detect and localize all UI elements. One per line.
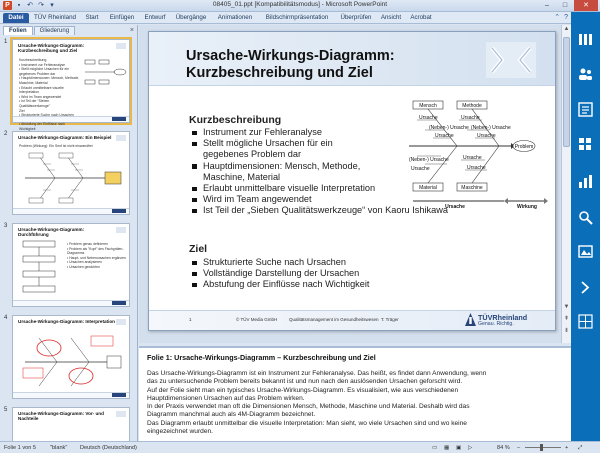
powerpoint-app-icon[interactable]: P	[3, 1, 12, 10]
bullet-item: Wird im Team angewendet	[192, 194, 448, 205]
thumb-line: • Hauptdimensionen: Mensch, Methode, Maschine, Material	[19, 76, 80, 85]
title-bar	[0, 0, 600, 12]
slide-title-line: Ursache-Wirkungs-Diagramm:	[186, 48, 395, 64]
view-reading-icon[interactable]: ▣	[456, 445, 462, 451]
material-label: Material	[419, 185, 437, 191]
status-bar	[0, 441, 600, 453]
branch-label: (Neben-) Ursache	[429, 125, 469, 131]
zoom-in-icon[interactable]: +	[565, 445, 569, 451]
slide-thumbnail-row	[0, 37, 138, 131]
customize-qat-icon[interactable]: ▾	[50, 2, 54, 9]
save-icon[interactable]: ▪	[17, 2, 21, 9]
image-icon[interactable]	[578, 244, 593, 259]
grid-icon[interactable]	[578, 314, 593, 329]
zoom-level[interactable]: 84 %	[497, 445, 510, 451]
thumb-footer	[13, 300, 129, 306]
notes-line: eingezeichnet wurden.	[147, 428, 213, 436]
thumb-title: Ursache-Wirkungs-Diagramm: Interpretation	[18, 319, 115, 324]
slide-vertical-scrollbar[interactable]	[561, 25, 571, 343]
tab-folien[interactable]: Folien	[3, 26, 33, 35]
fit-to-window-icon[interactable]: ⤢	[578, 445, 583, 451]
slide-title-line: Kurzbeschreibung und Ziel	[186, 65, 373, 81]
slide-number: 4	[4, 315, 8, 321]
scroll-down-icon[interactable]: ▼	[563, 304, 570, 310]
tasks-icon[interactable]	[578, 102, 593, 117]
bullet-item: Erlaubt unmittelbare visuelle Interpretation	[192, 183, 448, 194]
slide-thumbnail-row	[0, 313, 138, 403]
library-icon[interactable]	[578, 32, 593, 47]
thumb-logo-mark	[116, 135, 126, 141]
bullet-item: Ist Teil der „Sieben Qualitätswerkzeuge“ von Kaoru Ishikawa	[192, 205, 448, 216]
thumb-line: • Wird im Team angewendet	[19, 94, 62, 99]
tab-gliederung[interactable]: Gliederung	[34, 26, 75, 35]
slide-number: 3	[4, 223, 8, 229]
notes-line: Auf der Folie sieht man ein typisches Ursache-Wirkungs-Diagramm. Es visualisiert, wie aus verschiedenen	[147, 386, 459, 394]
thumb-body	[67, 242, 129, 270]
zoom-slider[interactable]	[525, 447, 561, 448]
thumb-flowchart	[19, 240, 63, 298]
tuv-rheinland-logo	[465, 310, 551, 330]
thumb-tuv-logo	[112, 117, 126, 121]
redo-icon[interactable]: ↷	[38, 2, 44, 9]
chart-icon[interactable]	[578, 174, 593, 189]
previous-slide-icon[interactable]: ⇞	[563, 316, 570, 322]
slide-thumbnail-1[interactable]	[12, 39, 130, 131]
bullet-item: Vollständige Darstellung der Ursachen	[192, 268, 369, 279]
tab-start[interactable]: Start	[85, 14, 99, 21]
thumb-logo-mark	[116, 319, 126, 325]
mensch-label: Mensch	[419, 103, 437, 109]
bullet-item: Strukturierte Suche nach Ursachen	[192, 257, 369, 268]
thumb-line: • Stellt mögliche Ursachen für ein gegebenes Problem dar	[19, 67, 69, 76]
bullet-item: Stellt mögliche Ursachen für ein	[192, 138, 448, 149]
ribbon-right-icons	[554, 14, 568, 22]
view-slideshow-icon[interactable]: ▷	[468, 445, 473, 451]
thumb-fishbone-example	[21, 152, 125, 204]
next-slide-icon[interactable]: ⇟	[563, 328, 570, 334]
material-bone	[428, 146, 457, 183]
thumb-line: • Instrument zur Fehleranalyse	[19, 62, 66, 67]
calendar-icon[interactable]	[578, 137, 593, 152]
notes-body[interactable]	[147, 370, 567, 436]
branch-label: Ursache	[477, 133, 496, 139]
zoom-slider-knob[interactable]	[540, 444, 543, 451]
notes-line: Das Ursache-Wirkungs-Diagramm ist ein Instrument zur Fehleranalyse. Das heißt, es findet dann Anwendung, wenn	[147, 370, 487, 377]
thumb-footer	[13, 208, 129, 214]
ribbon-tabs	[0, 12, 571, 24]
close-button[interactable]: ✕	[574, 0, 598, 11]
help-icon[interactable]: ?	[564, 14, 568, 21]
status-theme: "blank"	[50, 445, 68, 451]
tab-tuv-rheinland[interactable]: TÜV Rheinland	[34, 14, 76, 21]
thumb-line: • Ist Teil der "Sieben Qualitätswerkzeuge"	[19, 99, 50, 108]
thumb-line: • Problem als "Kopf" des Fischgräten-Diagramms	[67, 246, 124, 256]
slide-thumbnail-4[interactable]	[12, 315, 130, 399]
slide-thumbnail-row	[0, 129, 138, 219]
axis-arrowhead	[544, 198, 548, 204]
right-sidebar	[571, 12, 600, 441]
axis-wirkung-label: Wirkung	[517, 204, 537, 210]
thumb-logo-mark	[116, 411, 126, 417]
undo-icon[interactable]: ↶	[27, 2, 33, 9]
panel-tabs	[0, 25, 138, 35]
tab-bildschirmpraesentation[interactable]: Bildschirmpräsentation	[265, 14, 329, 21]
branch-label: Ursache	[461, 115, 480, 121]
expand-icon[interactable]	[578, 280, 593, 295]
slide-thumbnail-2[interactable]	[12, 131, 130, 215]
thumb-title: Ursache-Wirkungs-Diagramm: Vor- und Nachteile	[18, 411, 104, 422]
thumb-title: Ursache-Wirkungs-Diagramm: Kurzbeschreibung und Ziel	[18, 43, 85, 54]
slide-title[interactable]	[186, 48, 395, 82]
tab-ansicht[interactable]: Ansicht	[380, 14, 402, 21]
maximize-button[interactable]: □	[562, 2, 568, 9]
status-slide-count: Folie 1 von 5	[4, 445, 37, 451]
thumb-footer	[13, 116, 129, 122]
slide-thumbnail-row	[0, 221, 138, 311]
notes-line: das zu untersuchende Problem bereits bekannt ist und nun nach den auslösenden Ursachen geforscht wird.	[147, 378, 463, 386]
branch-label: Ursache	[467, 165, 486, 171]
thumb-tuv-logo	[112, 393, 126, 397]
thumb-title: Ursache-Wirkungs-Diagramm: Durchführung	[18, 227, 85, 238]
slide-canvas[interactable]	[148, 31, 556, 331]
thumb-footer	[13, 392, 129, 398]
slide-thumbnail-row	[0, 405, 138, 441]
footer-author: T. Träger	[381, 317, 399, 322]
window-controls	[538, 0, 598, 11]
thumb-line: Kurzbeschreibung	[19, 58, 47, 62]
slides-panel	[0, 25, 138, 441]
thumb-line: • Problem genau definieren	[67, 242, 108, 246]
footer-page-number: 1	[189, 317, 192, 322]
slide-logo-mark-icon	[486, 42, 536, 78]
notes-line: In der Praxis verwendet man oft die Dimensionen Mensch, Methode, Maschine und Material. Deshalb wird das	[147, 403, 470, 411]
tuv-slogan: Genau. Richtig.	[478, 321, 514, 327]
thumb-line: • Ursachen analysieren	[67, 260, 102, 265]
slide-number: 2	[4, 131, 8, 137]
slide-thumbnail-3[interactable]	[12, 223, 130, 307]
thumb-tuv-logo	[112, 209, 126, 213]
tab-ueberpruefen[interactable]: Überprüfen	[340, 14, 372, 21]
branch-label: Ursache	[463, 155, 482, 161]
thumb-fishbone-diagram	[83, 58, 127, 88]
tab-entwurf[interactable]: Entwurf	[144, 14, 166, 21]
tab-animationen[interactable]: Animationen	[217, 14, 253, 21]
thumb-line: • Haupt- und Nebenursachen ergänzen	[67, 255, 126, 260]
bullet-item: Abstufung der Einflüsse nach Wichtigkeit	[192, 279, 369, 290]
problem-label: Problem	[514, 144, 534, 150]
view-normal-icon[interactable]: ▭	[432, 445, 438, 451]
tab-datei[interactable]: Datei	[3, 13, 29, 23]
notes-pane[interactable]	[139, 346, 571, 441]
scroll-up-icon[interactable]: ▲	[563, 26, 570, 32]
branch-label: (Neben-) Ursache	[409, 157, 449, 163]
people-icon[interactable]	[578, 66, 593, 81]
bullet-item: Hauptdimensionen: Mensch, Methode,	[192, 161, 448, 172]
thumb-line: • Ursachen gewichten	[67, 264, 100, 269]
thumb-logo-mark	[116, 227, 126, 233]
axis-arrowhead	[504, 198, 508, 204]
branch-label: Ursache	[435, 133, 454, 139]
bullet-continuation: gegebenes Problem dar	[203, 149, 302, 160]
thumb-line: • Erlaubt unmittelbare visuelle Interpretation	[19, 85, 64, 95]
tuv-triangle-icon	[465, 313, 476, 326]
tab-uebergaenge[interactable]: Übergänge	[175, 14, 207, 21]
map-icon[interactable]	[578, 210, 593, 225]
view-sorter-icon[interactable]: ▦	[444, 445, 450, 451]
scroll-thumb[interactable]	[563, 37, 570, 147]
maschine-label: Maschine	[461, 185, 483, 191]
window-title: 08405_01.ppt [Kompatibilitätsmodus] - Microsoft PowerPoint	[212, 1, 388, 8]
slide-number: 1	[4, 39, 8, 45]
bullet-item: Instrument zur Fehleranalyse	[192, 127, 448, 138]
kurzbeschreibung-heading: Kurzbeschreibung	[189, 114, 282, 126]
thumb-title: Ursache-Wirkungs-Diagramm: Ein Beispiel	[18, 135, 112, 140]
minimize-ribbon-icon[interactable]: ⌃	[554, 14, 561, 21]
branch-label: (Neben-) Ursache	[471, 125, 511, 131]
thumb-fishbone-interpretation	[21, 332, 125, 390]
thumb-line: • Abstufung der Einflüsse nach Wichtigkeit	[19, 122, 66, 131]
fishbone-diagram[interactable]	[407, 100, 552, 210]
thumb-tuv-logo	[112, 301, 126, 305]
thumb-logo-mark	[116, 43, 126, 49]
thumb-line: Ziel	[19, 108, 25, 113]
zoom-out-icon[interactable]: –	[517, 445, 521, 451]
status-language[interactable]: Deutsch (Deutschland)	[80, 445, 137, 451]
footer-copyright: © TÜV Media GmbH	[236, 317, 278, 322]
minimize-button[interactable]: –	[545, 2, 549, 9]
slide-header	[149, 32, 555, 86]
notes-line: Hauptdimensionen Ursachen auf das Problem wirken.	[147, 394, 305, 402]
branch-label: Ursache	[411, 166, 430, 172]
bullet-continuation: Maschine, Material	[203, 171, 281, 182]
tab-einfuegen[interactable]: Einfügen	[109, 14, 135, 21]
axis-ursache-label: Ursache	[445, 204, 465, 210]
footer-text: Qualitätsmanagement im Gesundheitswesen	[289, 317, 379, 322]
tab-acrobat[interactable]: Acrobat	[410, 14, 432, 21]
methode-label: Methode	[462, 103, 482, 109]
ziel-heading: Ziel	[189, 243, 208, 255]
notes-line: Diagramm manchmal auch als 4M-Diagramm bezeichnet.	[147, 411, 316, 419]
branch-label: Ursache	[419, 115, 438, 121]
notes-title: Folie 1: Ursache-Wirkungs-Diagramm – Kurzbeschreibung und Ziel	[147, 353, 376, 362]
close-panel-icon[interactable]: ×	[129, 27, 134, 34]
slide-number: 5	[4, 407, 8, 413]
ziel-list[interactable]	[192, 257, 369, 291]
tuv-brand-text: TÜVRheinland	[478, 313, 528, 322]
notes-line: Das Diagramm erlaubt unmittelbar die visuelle Interpretation: Man sieht, wo viele Ursachen sind und wo keine	[147, 419, 467, 427]
thumb-body: Problem (Wirkung): Ein Senf ist nicht einwandfrei	[19, 144, 93, 148]
